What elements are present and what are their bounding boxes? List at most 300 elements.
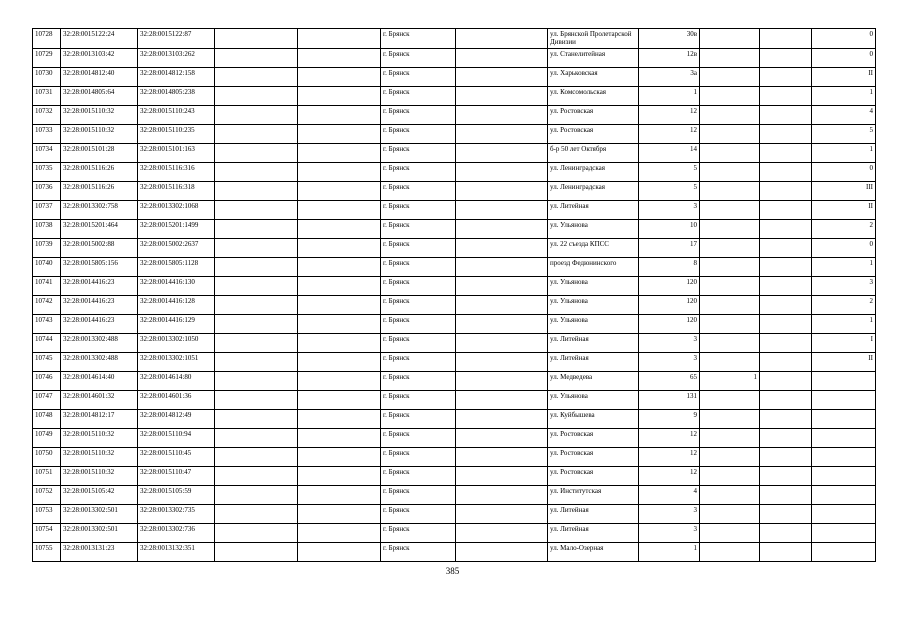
cell-col-5 bbox=[298, 296, 381, 315]
cell-house-number: 1 bbox=[639, 87, 700, 106]
cell-land-cadastral-number: 32:28:0014601:32 bbox=[61, 391, 138, 410]
cell-record-number: 10745 bbox=[33, 353, 61, 372]
cell-object-cadastral-number: 32:28:0015116:318 bbox=[138, 182, 215, 201]
cell-apartment-number: 4 bbox=[812, 106, 876, 125]
cell-building-number bbox=[700, 353, 760, 372]
cell-street: ул. Ростовская bbox=[548, 429, 639, 448]
cell-street: ул. Литейная bbox=[548, 524, 639, 543]
cell-col-7 bbox=[456, 315, 548, 334]
cell-land-cadastral-number: 32:28:0014416:23 bbox=[61, 277, 138, 296]
cell-col-5 bbox=[298, 106, 381, 125]
cell-col-7 bbox=[456, 144, 548, 163]
cell-col-4 bbox=[215, 448, 298, 467]
cell-record-number: 10754 bbox=[33, 524, 61, 543]
cell-col-7 bbox=[456, 163, 548, 182]
cell-apartment-number: 0 bbox=[812, 239, 876, 258]
table-row bbox=[33, 49, 876, 68]
cell-apartment-number: 0 bbox=[812, 163, 876, 182]
cell-land-cadastral-number: 32:28:0015101:28 bbox=[61, 144, 138, 163]
cell-city: г. Брянск bbox=[381, 163, 456, 182]
cell-street: ул. Комсомольская bbox=[548, 87, 639, 106]
cell-record-number: 10747 bbox=[33, 391, 61, 410]
cell-object-cadastral-number: 32:28:0013302:735 bbox=[138, 505, 215, 524]
cell-house-number: 12 bbox=[639, 448, 700, 467]
cell-col-4 bbox=[215, 353, 298, 372]
cell-record-number: 10730 bbox=[33, 68, 61, 87]
cell-object-cadastral-number: 32:28:0015110:243 bbox=[138, 106, 215, 125]
cell-city: г. Брянск bbox=[381, 68, 456, 87]
table-row bbox=[33, 125, 876, 144]
cell-building-number bbox=[700, 448, 760, 467]
cell-col-5 bbox=[298, 277, 381, 296]
cell-building-number bbox=[700, 182, 760, 201]
table-row bbox=[33, 144, 876, 163]
cell-col-7 bbox=[456, 201, 548, 220]
cell-col-11 bbox=[760, 201, 812, 220]
cell-apartment-number bbox=[812, 486, 876, 505]
cell-col-7 bbox=[456, 334, 548, 353]
cell-street: ул. Ростовская bbox=[548, 448, 639, 467]
table-row bbox=[33, 315, 876, 334]
cell-col-5 bbox=[298, 163, 381, 182]
cell-land-cadastral-number: 32:28:0015110:32 bbox=[61, 106, 138, 125]
cell-street: ул. Мало-Озерная bbox=[548, 543, 639, 562]
cell-city: г. Брянск bbox=[381, 106, 456, 125]
cell-land-cadastral-number: 32:28:0014812:17 bbox=[61, 410, 138, 429]
cell-record-number: 10728 bbox=[33, 29, 61, 49]
cell-building-number bbox=[700, 239, 760, 258]
cell-land-cadastral-number: 32:28:0015122:24 bbox=[61, 29, 138, 49]
cell-col-11 bbox=[760, 353, 812, 372]
cell-col-11 bbox=[760, 29, 812, 49]
cell-record-number: 10731 bbox=[33, 87, 61, 106]
cell-house-number: 30в bbox=[639, 29, 700, 49]
cell-col-4 bbox=[215, 182, 298, 201]
cell-col-5 bbox=[298, 467, 381, 486]
cell-apartment-number: 5 bbox=[812, 125, 876, 144]
cell-building-number bbox=[700, 543, 760, 562]
cell-land-cadastral-number: 32:28:0014812:40 bbox=[61, 68, 138, 87]
cell-col-7 bbox=[456, 448, 548, 467]
table-row bbox=[33, 296, 876, 315]
cell-city: г. Брянск bbox=[381, 486, 456, 505]
cell-record-number: 10737 bbox=[33, 201, 61, 220]
cell-col-11 bbox=[760, 144, 812, 163]
cell-house-number: 10 bbox=[639, 220, 700, 239]
cell-building-number bbox=[700, 505, 760, 524]
cell-col-5 bbox=[298, 334, 381, 353]
cell-col-4 bbox=[215, 125, 298, 144]
cell-house-number: 3а bbox=[639, 68, 700, 87]
cell-col-4 bbox=[215, 372, 298, 391]
cell-col-7 bbox=[456, 391, 548, 410]
cell-col-4 bbox=[215, 315, 298, 334]
cell-land-cadastral-number: 32:28:0015110:32 bbox=[61, 467, 138, 486]
cell-city: г. Брянск bbox=[381, 429, 456, 448]
cell-object-cadastral-number: 32:28:0015122:87 bbox=[138, 29, 215, 49]
cell-house-number: 3 bbox=[639, 505, 700, 524]
cell-street: ул. Ленинградская bbox=[548, 163, 639, 182]
cell-col-7 bbox=[456, 429, 548, 448]
cell-apartment-number bbox=[812, 410, 876, 429]
cell-land-cadastral-number: 32:28:0013302:501 bbox=[61, 505, 138, 524]
cell-col-11 bbox=[760, 334, 812, 353]
cell-city: г. Брянск bbox=[381, 201, 456, 220]
cell-apartment-number: I bbox=[812, 334, 876, 353]
cell-col-5 bbox=[298, 353, 381, 372]
cell-col-11 bbox=[760, 182, 812, 201]
cell-street: ул. Литейная bbox=[548, 334, 639, 353]
cell-building-number bbox=[700, 524, 760, 543]
table-row bbox=[33, 220, 876, 239]
cell-house-number: 120 bbox=[639, 296, 700, 315]
cell-building-number bbox=[700, 49, 760, 68]
cell-land-cadastral-number: 32:28:0015110:32 bbox=[61, 125, 138, 144]
table-row bbox=[33, 201, 876, 220]
cell-object-cadastral-number: 32:28:0014812:49 bbox=[138, 410, 215, 429]
cell-record-number: 10751 bbox=[33, 467, 61, 486]
cell-col-4 bbox=[215, 505, 298, 524]
cell-city: г. Брянск bbox=[381, 353, 456, 372]
cell-city: г. Брянск bbox=[381, 334, 456, 353]
cell-street: ул. Ульянова bbox=[548, 315, 639, 334]
cell-apartment-number bbox=[812, 543, 876, 562]
cell-apartment-number: 2 bbox=[812, 296, 876, 315]
cell-object-cadastral-number: 32:28:0014416:129 bbox=[138, 315, 215, 334]
cell-apartment-number: 3 bbox=[812, 277, 876, 296]
cell-object-cadastral-number: 32:28:0013302:1068 bbox=[138, 201, 215, 220]
cell-land-cadastral-number: 32:28:0015110:32 bbox=[61, 448, 138, 467]
cell-col-7 bbox=[456, 182, 548, 201]
cell-city: г. Брянск bbox=[381, 296, 456, 315]
cell-col-5 bbox=[298, 524, 381, 543]
cell-object-cadastral-number: 32:28:0014805:238 bbox=[138, 87, 215, 106]
cell-col-4 bbox=[215, 87, 298, 106]
cell-object-cadastral-number: 32:28:0013302:1051 bbox=[138, 353, 215, 372]
cell-city: г. Брянск bbox=[381, 125, 456, 144]
table-row bbox=[33, 429, 876, 448]
cell-building-number bbox=[700, 296, 760, 315]
cell-building-number bbox=[700, 220, 760, 239]
cell-col-11 bbox=[760, 68, 812, 87]
cell-street: ул. 22 съезда КПСС bbox=[548, 239, 639, 258]
cell-street: ул. Брянской Пролетарской Дивизии bbox=[548, 29, 639, 49]
cell-record-number: 10752 bbox=[33, 486, 61, 505]
cell-house-number: 12в bbox=[639, 49, 700, 68]
cell-city: г. Брянск bbox=[381, 391, 456, 410]
cell-apartment-number bbox=[812, 448, 876, 467]
cell-col-5 bbox=[298, 220, 381, 239]
table-row bbox=[33, 106, 876, 125]
cell-city: г. Брянск bbox=[381, 220, 456, 239]
cell-col-4 bbox=[215, 163, 298, 182]
cell-building-number bbox=[700, 315, 760, 334]
table-row bbox=[33, 163, 876, 182]
cell-house-number: 65 bbox=[639, 372, 700, 391]
cell-object-cadastral-number: 32:28:0013302:1050 bbox=[138, 334, 215, 353]
cell-col-7 bbox=[456, 353, 548, 372]
cell-land-cadastral-number: 32:28:0013103:42 bbox=[61, 49, 138, 68]
cell-col-11 bbox=[760, 125, 812, 144]
cell-record-number: 10740 bbox=[33, 258, 61, 277]
cell-col-5 bbox=[298, 49, 381, 68]
table-row bbox=[33, 543, 876, 562]
cell-street: ул. Медведева bbox=[548, 372, 639, 391]
cell-street: ул. Ульянова bbox=[548, 391, 639, 410]
cell-col-7 bbox=[456, 372, 548, 391]
cell-street: ул. Ленинградская bbox=[548, 182, 639, 201]
cell-col-5 bbox=[298, 144, 381, 163]
cell-col-5 bbox=[298, 505, 381, 524]
cell-object-cadastral-number: 32:28:0015110:45 bbox=[138, 448, 215, 467]
cell-building-number bbox=[700, 87, 760, 106]
cell-apartment-number bbox=[812, 505, 876, 524]
cell-col-5 bbox=[298, 87, 381, 106]
cell-record-number: 10746 bbox=[33, 372, 61, 391]
cell-house-number: 12 bbox=[639, 467, 700, 486]
cell-apartment-number bbox=[812, 429, 876, 448]
cell-house-number: 3 bbox=[639, 353, 700, 372]
cell-object-cadastral-number: 32:28:0013132:351 bbox=[138, 543, 215, 562]
cell-col-4 bbox=[215, 277, 298, 296]
cell-building-number bbox=[700, 68, 760, 87]
cell-object-cadastral-number: 32:28:0015105:59 bbox=[138, 486, 215, 505]
cell-col-5 bbox=[298, 410, 381, 429]
cell-apartment-number: 0 bbox=[812, 49, 876, 68]
cell-col-11 bbox=[760, 429, 812, 448]
cell-house-number: 3 bbox=[639, 201, 700, 220]
table-row bbox=[33, 372, 876, 391]
cell-city: г. Брянск bbox=[381, 182, 456, 201]
cell-col-7 bbox=[456, 239, 548, 258]
cell-col-7 bbox=[456, 68, 548, 87]
cell-object-cadastral-number: 32:28:0015201:1499 bbox=[138, 220, 215, 239]
cell-col-11 bbox=[760, 239, 812, 258]
table-row bbox=[33, 391, 876, 410]
cell-building-number bbox=[700, 410, 760, 429]
cell-col-5 bbox=[298, 125, 381, 144]
cell-land-cadastral-number: 32:28:0015110:32 bbox=[61, 429, 138, 448]
cell-land-cadastral-number: 32:28:0014614:40 bbox=[61, 372, 138, 391]
cell-col-4 bbox=[215, 68, 298, 87]
cell-object-cadastral-number: 32:28:0015110:94 bbox=[138, 429, 215, 448]
cell-apartment-number bbox=[812, 372, 876, 391]
cell-land-cadastral-number: 32:28:0014416:23 bbox=[61, 315, 138, 334]
table-row bbox=[33, 524, 876, 543]
cell-house-number: 120 bbox=[639, 315, 700, 334]
cell-object-cadastral-number: 32:28:0013302:736 bbox=[138, 524, 215, 543]
cell-city: г. Брянск bbox=[381, 258, 456, 277]
cell-city: г. Брянск bbox=[381, 49, 456, 68]
cell-apartment-number: 2 bbox=[812, 220, 876, 239]
cell-house-number: 3 bbox=[639, 334, 700, 353]
table-row bbox=[33, 448, 876, 467]
cell-col-4 bbox=[215, 467, 298, 486]
cell-object-cadastral-number: 32:28:0014416:128 bbox=[138, 296, 215, 315]
cell-building-number bbox=[700, 334, 760, 353]
cell-apartment-number: II bbox=[812, 201, 876, 220]
cell-col-4 bbox=[215, 524, 298, 543]
cell-col-7 bbox=[456, 505, 548, 524]
cell-record-number: 10732 bbox=[33, 106, 61, 125]
cell-building-number bbox=[700, 486, 760, 505]
cell-record-number: 10743 bbox=[33, 315, 61, 334]
cell-col-5 bbox=[298, 239, 381, 258]
cell-col-5 bbox=[298, 29, 381, 49]
cell-city: г. Брянск bbox=[381, 505, 456, 524]
cell-land-cadastral-number: 32:28:0015116:26 bbox=[61, 163, 138, 182]
cell-col-7 bbox=[456, 125, 548, 144]
cell-street: ул. Ульянова bbox=[548, 296, 639, 315]
cell-col-11 bbox=[760, 258, 812, 277]
cell-apartment-number: 1 bbox=[812, 144, 876, 163]
registry-body bbox=[33, 29, 876, 562]
table-row bbox=[33, 277, 876, 296]
cell-house-number: 12 bbox=[639, 429, 700, 448]
cell-col-5 bbox=[298, 315, 381, 334]
cell-street: проезд Федюнинского bbox=[548, 258, 639, 277]
cell-col-7 bbox=[456, 524, 548, 543]
cell-street: ул. Ульянова bbox=[548, 220, 639, 239]
cell-col-11 bbox=[760, 49, 812, 68]
cell-col-4 bbox=[215, 296, 298, 315]
cell-object-cadastral-number: 32:28:0015116:316 bbox=[138, 163, 215, 182]
cell-record-number: 10742 bbox=[33, 296, 61, 315]
cell-col-11 bbox=[760, 315, 812, 334]
cell-col-5 bbox=[298, 543, 381, 562]
cell-house-number: 1 bbox=[639, 543, 700, 562]
cell-street: ул. Ростовская bbox=[548, 125, 639, 144]
cell-land-cadastral-number: 32:28:0014805:64 bbox=[61, 87, 138, 106]
cell-col-4 bbox=[215, 201, 298, 220]
cell-building-number: 1 bbox=[700, 372, 760, 391]
cell-record-number: 10744 bbox=[33, 334, 61, 353]
cell-land-cadastral-number: 32:28:0013302:488 bbox=[61, 353, 138, 372]
cell-col-4 bbox=[215, 391, 298, 410]
cell-col-4 bbox=[215, 144, 298, 163]
cell-city: г. Брянск bbox=[381, 29, 456, 49]
cell-land-cadastral-number: 32:28:0015805:156 bbox=[61, 258, 138, 277]
cell-house-number: 8 bbox=[639, 258, 700, 277]
cell-building-number bbox=[700, 201, 760, 220]
cell-house-number: 14 bbox=[639, 144, 700, 163]
cell-col-11 bbox=[760, 467, 812, 486]
cell-land-cadastral-number: 32:28:0013302:501 bbox=[61, 524, 138, 543]
cell-street: ул. Ростовская bbox=[548, 106, 639, 125]
cell-col-5 bbox=[298, 182, 381, 201]
cell-apartment-number bbox=[812, 467, 876, 486]
cell-city: г. Брянск bbox=[381, 467, 456, 486]
cell-house-number: 17 bbox=[639, 239, 700, 258]
cell-apartment-number: 1 bbox=[812, 258, 876, 277]
cell-city: г. Брянск bbox=[381, 372, 456, 391]
cell-building-number bbox=[700, 391, 760, 410]
cell-col-4 bbox=[215, 106, 298, 125]
cell-land-cadastral-number: 32:28:0015002:88 bbox=[61, 239, 138, 258]
cell-col-11 bbox=[760, 372, 812, 391]
registry-table bbox=[32, 28, 876, 562]
cell-land-cadastral-number: 32:28:0015105:42 bbox=[61, 486, 138, 505]
table-row bbox=[33, 505, 876, 524]
cell-building-number bbox=[700, 29, 760, 49]
cell-col-7 bbox=[456, 87, 548, 106]
cell-apartment-number bbox=[812, 391, 876, 410]
cell-col-11 bbox=[760, 220, 812, 239]
cell-col-7 bbox=[456, 410, 548, 429]
cell-col-5 bbox=[298, 372, 381, 391]
cell-col-11 bbox=[760, 543, 812, 562]
cell-city: г. Брянск bbox=[381, 239, 456, 258]
cell-street: ул. Станелитейная bbox=[548, 49, 639, 68]
cell-house-number: 5 bbox=[639, 163, 700, 182]
cell-record-number: 10738 bbox=[33, 220, 61, 239]
cell-apartment-number bbox=[812, 524, 876, 543]
cell-house-number: 131 bbox=[639, 391, 700, 410]
cell-building-number bbox=[700, 125, 760, 144]
table-row bbox=[33, 87, 876, 106]
cell-house-number: 9 bbox=[639, 410, 700, 429]
cell-col-11 bbox=[760, 410, 812, 429]
cell-col-4 bbox=[215, 543, 298, 562]
cell-city: г. Брянск bbox=[381, 144, 456, 163]
cell-object-cadastral-number: 32:28:0014812:158 bbox=[138, 68, 215, 87]
cell-col-4 bbox=[215, 410, 298, 429]
cell-object-cadastral-number: 32:28:0014614:80 bbox=[138, 372, 215, 391]
cell-city: г. Брянск bbox=[381, 410, 456, 429]
cell-land-cadastral-number: 32:28:0013131:23 bbox=[61, 543, 138, 562]
cell-land-cadastral-number: 32:28:0013302:488 bbox=[61, 334, 138, 353]
cell-col-7 bbox=[456, 277, 548, 296]
cell-street: ул. Куйбышева bbox=[548, 410, 639, 429]
cell-col-4 bbox=[215, 486, 298, 505]
cell-col-11 bbox=[760, 505, 812, 524]
cell-col-5 bbox=[298, 429, 381, 448]
cell-col-4 bbox=[215, 49, 298, 68]
cell-apartment-number: 1 bbox=[812, 87, 876, 106]
cell-building-number bbox=[700, 277, 760, 296]
cell-col-7 bbox=[456, 49, 548, 68]
cell-col-5 bbox=[298, 68, 381, 87]
cell-record-number: 10753 bbox=[33, 505, 61, 524]
cell-house-number: 12 bbox=[639, 106, 700, 125]
cell-record-number: 10739 bbox=[33, 239, 61, 258]
cell-building-number bbox=[700, 144, 760, 163]
cell-apartment-number: 0 bbox=[812, 29, 876, 49]
cell-object-cadastral-number: 32:28:0015002:2637 bbox=[138, 239, 215, 258]
cell-col-7 bbox=[456, 543, 548, 562]
cell-col-4 bbox=[215, 258, 298, 277]
cell-record-number: 10736 bbox=[33, 182, 61, 201]
cell-object-cadastral-number: 32:28:0014416:130 bbox=[138, 277, 215, 296]
cell-house-number: 120 bbox=[639, 277, 700, 296]
table-row bbox=[33, 467, 876, 486]
cell-city: г. Брянск bbox=[381, 315, 456, 334]
cell-street: ул. Институтская bbox=[548, 486, 639, 505]
cell-col-11 bbox=[760, 486, 812, 505]
cell-city: г. Брянск bbox=[381, 87, 456, 106]
table-row bbox=[33, 182, 876, 201]
cell-col-4 bbox=[215, 29, 298, 49]
cell-col-11 bbox=[760, 87, 812, 106]
table-row bbox=[33, 68, 876, 87]
table-row bbox=[33, 486, 876, 505]
cell-building-number bbox=[700, 163, 760, 182]
cell-object-cadastral-number: 32:28:0013103:262 bbox=[138, 49, 215, 68]
cell-col-7 bbox=[456, 486, 548, 505]
table-row bbox=[33, 410, 876, 429]
cell-col-11 bbox=[760, 524, 812, 543]
table-row bbox=[33, 258, 876, 277]
